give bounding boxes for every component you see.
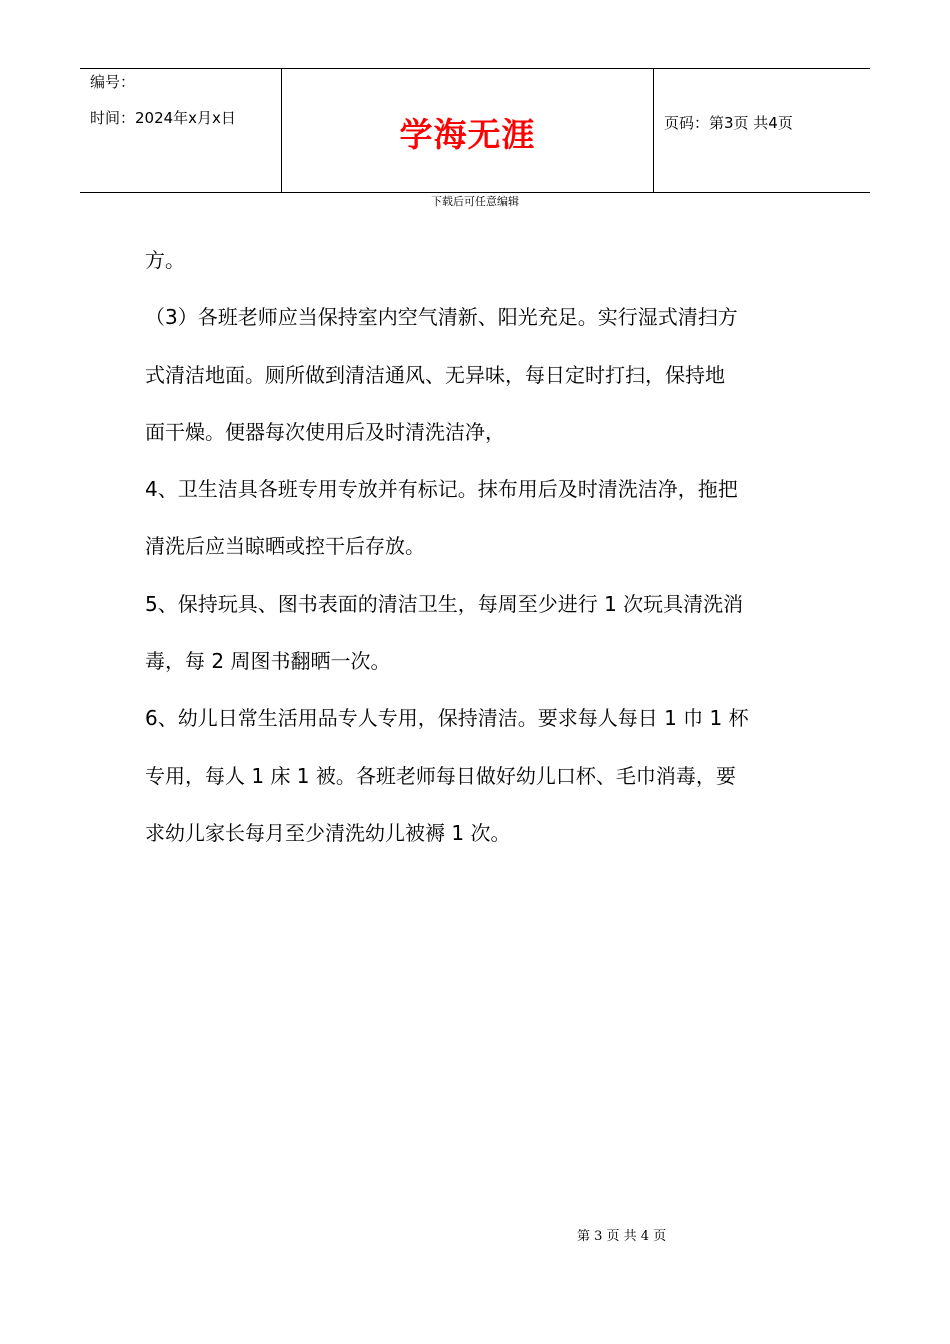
body-line: 5、保持玩具、图书表面的清洁卫生，每周至少进行 1 次玩具清洗消 xyxy=(145,591,744,616)
time-label: 时间：2024年x月x日 xyxy=(90,109,236,127)
document-body xyxy=(145,232,810,862)
body-line: 清洗后应当晾晒或控干后存放。 xyxy=(145,534,425,559)
body-line: 4、卫生洁具各班专用专放并有标记。抹布用后及时清洗洁净，拖把 xyxy=(145,477,738,502)
page-info-label: 页码：第3页 共4页 xyxy=(664,114,793,132)
document-header xyxy=(80,68,870,193)
body-line: 6、幼儿日常生活用品专人专用，保持清洁。要求每人每日 1 巾 1 杯 xyxy=(145,706,749,731)
body-line: 式清洁地面。厕所做到清洁通风、无异味，每日定时打扫，保持地 xyxy=(145,362,725,387)
body-line: （3）各班老师应当保持室内空气清新、阳光充足。实行湿式清扫方 xyxy=(145,305,738,330)
body-line: 方。 xyxy=(145,248,185,272)
page-footer: 第 3 页 共 4 页 xyxy=(577,1229,667,1244)
header-right-cell xyxy=(654,69,870,192)
body-line: 专用，每人 1 床 1 被。各班老师每日做好幼儿口杯、毛巾消毒，要 xyxy=(145,763,736,788)
editable-note: 下载后可任意编辑 xyxy=(431,195,519,208)
brand-title: 学海无涯 xyxy=(399,115,536,154)
serial-number-label: 编号： xyxy=(90,73,136,91)
body-line: 求幼儿家长每月至少清洗幼儿被褥 1 次。 xyxy=(145,820,511,845)
body-line: 毒，每 2 周图书翻晒一次。 xyxy=(145,649,391,674)
body-line: 面干燥。便器每次使用后及时清洗洁净， xyxy=(145,419,505,444)
header-left-cell xyxy=(80,69,281,192)
header-brand-cell xyxy=(281,69,654,192)
